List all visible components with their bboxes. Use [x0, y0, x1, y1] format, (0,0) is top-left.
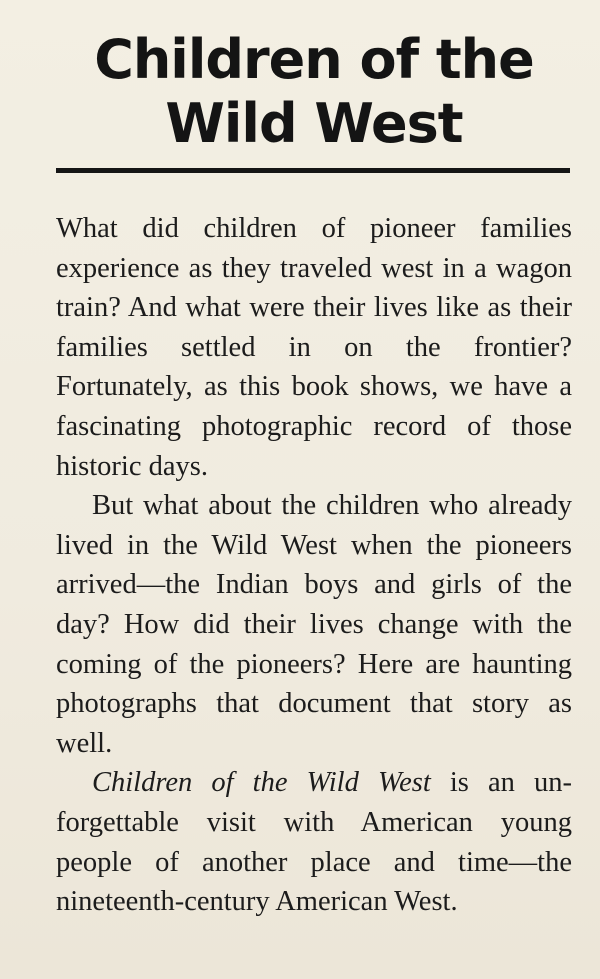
- description-paragraph-2: [56, 486, 572, 763]
- description-paragraph-1: [56, 209, 572, 486]
- book-title-line-2: Wild West: [165, 92, 463, 155]
- paragraph-3-text: is an unforgettable visit with American young people of another place and time—the nineteenth-century American West.: [56, 767, 572, 918]
- description-paragraph-3: [56, 763, 572, 921]
- book-title-italic: Children of the Wild West: [92, 767, 431, 799]
- book-title: [54, 28, 574, 156]
- paragraph-1-text: What did children of pioneer families experience as they traveled west in a wagon train? And what were their lives like as their families settled in on the frontier? Fortunately, as this book shows, we have a fascinating photographic record of those historic days.: [56, 213, 572, 482]
- description-body: [56, 209, 572, 922]
- title-divider-rule: [56, 168, 570, 173]
- paragraph-2-text: But what about the children who already lived in the Wild West when the pioneers arrived—the Indian boys and girls of the day? How did their lives change with the coming of the pioneers? Here are haunting photographs that document that story as well.: [56, 490, 572, 759]
- book-title-line-1: Children of the: [94, 28, 534, 91]
